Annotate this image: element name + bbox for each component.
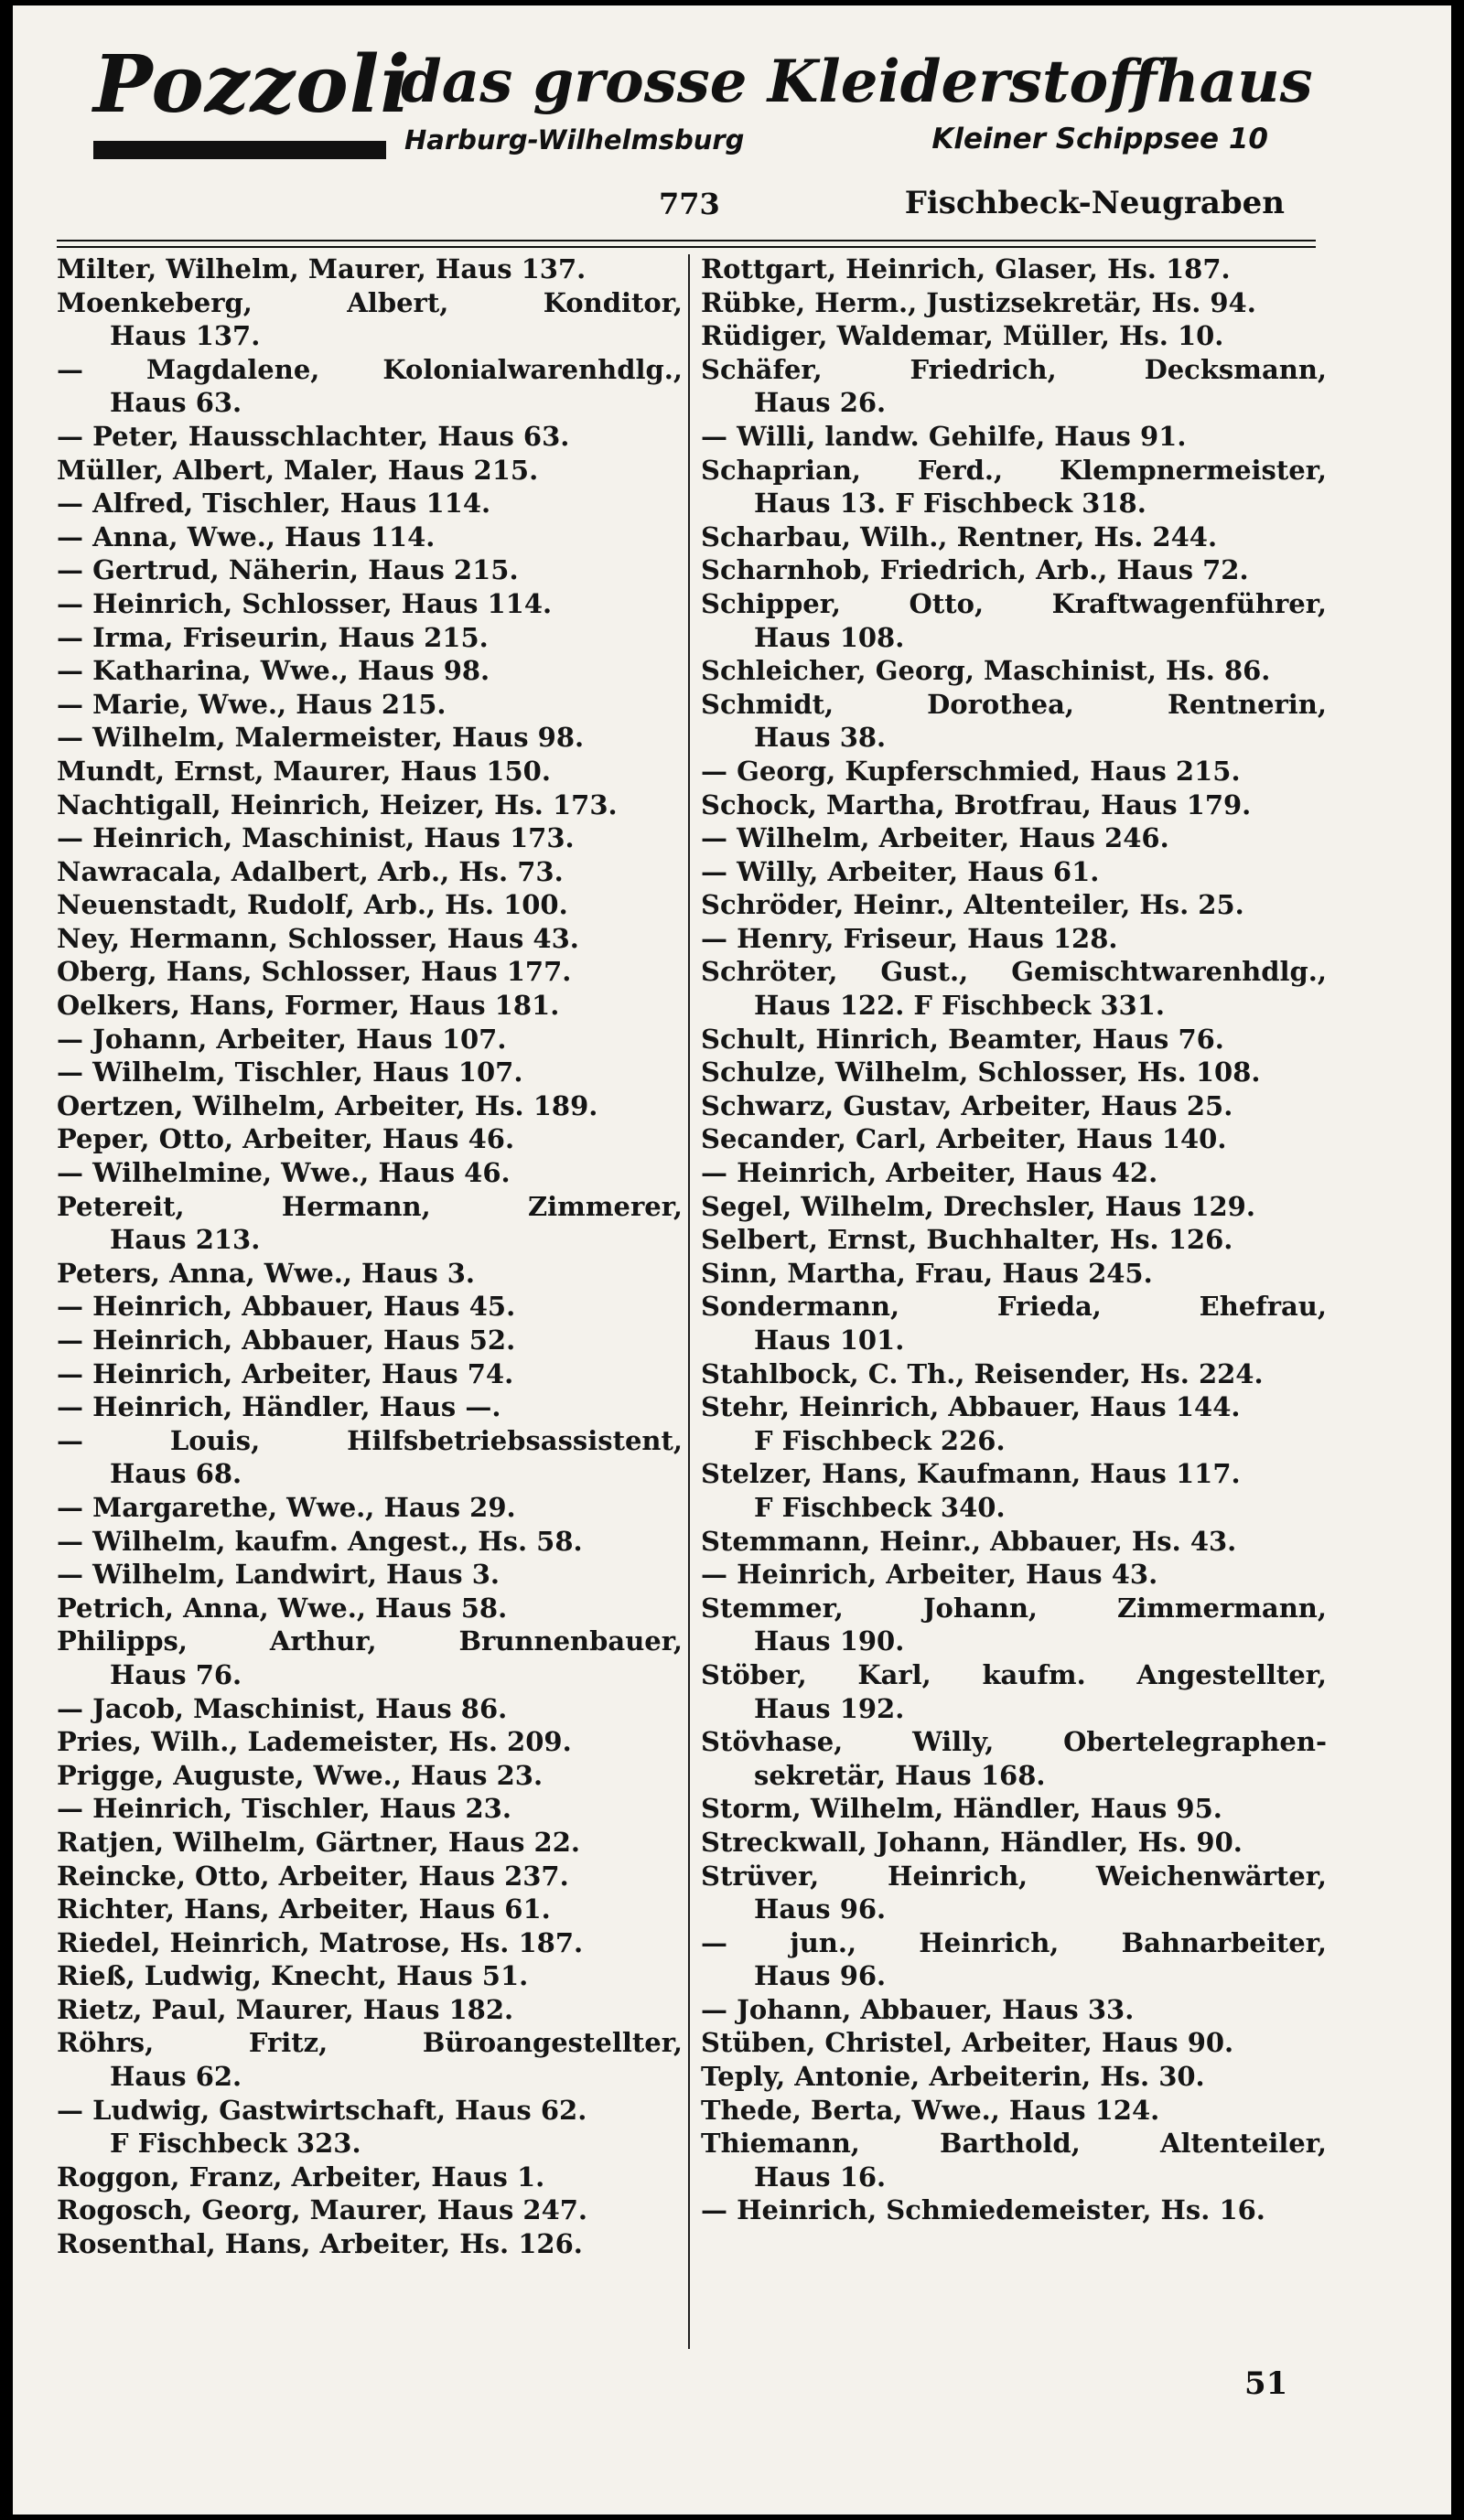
directory-entry: Thede, Berta, Wwe., Haus 124.: [701, 2094, 1160, 2126]
header-rule-bottom: [57, 246, 1316, 248]
directory-entry: Secander, Carl, Arbeiter, Haus 140.: [701, 1123, 1227, 1155]
directory-entry-continuation: Haus 13. F Fischbeck 318.: [754, 488, 1146, 520]
directory-entry: Stüben, Christel, Arbeiter, Haus 90.: [701, 2027, 1234, 2059]
directory-entry: — Magdalene, Kolonialwarenhdlg.,: [57, 353, 683, 385]
directory-entry-continuation: Haus 213.: [110, 1224, 261, 1256]
directory-entry: Schult, Hinrich, Beamter, Haus 76.: [701, 1023, 1224, 1055]
directory-entry-continuation: F Fischbeck 226.: [754, 1424, 1006, 1456]
directory-entry: — Heinrich, Händler, Haus —.: [57, 1391, 501, 1423]
directory-entry: — Willy, Arbeiter, Haus 61.: [701, 855, 1100, 887]
directory-entry: Rottgart, Heinrich, Glaser, Hs. 187.: [701, 253, 1231, 284]
directory-entry: Milter, Wilhelm, Maurer, Haus 137.: [57, 253, 587, 284]
directory-entry: — Marie, Wwe., Haus 215.: [57, 688, 447, 720]
directory-entry: Stelzer, Hans, Kaufmann, Haus 117.: [701, 1458, 1241, 1490]
directory-entry: Nawracala, Adalbert, Arb., Hs. 73.: [57, 855, 564, 887]
directory-entry: — Heinrich, Arbeiter, Haus 43.: [701, 1559, 1158, 1591]
directory-entry: Sinn, Martha, Frau, Haus 245.: [701, 1257, 1153, 1289]
directory-entry: — Wilhelm, Arbeiter, Haus 246.: [701, 822, 1169, 854]
directory-entry: Stehr, Heinrich, Abbauer, Haus 144.: [701, 1391, 1241, 1423]
directory-entry-continuation: Haus 38.: [754, 722, 887, 754]
directory-entry: — Irma, Friseurin, Haus 215.: [57, 621, 489, 653]
directory-entry: Röhrs, Fritz, Büroangestellter,: [57, 2027, 683, 2059]
directory-entry-continuation: Haus 62.: [110, 2061, 242, 2093]
directory-entry: Müller, Albert, Maler, Haus 215.: [57, 454, 539, 486]
directory-entry: — Heinrich, Arbeiter, Haus 42.: [701, 1157, 1158, 1189]
directory-entry: Rietz, Paul, Maurer, Haus 182.: [57, 1993, 514, 2025]
directory-entry: Reincke, Otto, Arbeiter, Haus 237.: [57, 1860, 569, 1892]
directory-entry: Petereit, Hermann, Zimmerer,: [57, 1190, 683, 1222]
directory-entry: Rogosch, Georg, Maurer, Haus 247.: [57, 2194, 588, 2226]
directory-entry: Ney, Hermann, Schlosser, Haus 43.: [57, 922, 579, 954]
directory-entry-continuation: Haus 63.: [110, 387, 242, 419]
directory-entry-continuation: sekretär, Haus 168.: [754, 1759, 1046, 1791]
directory-entry-continuation: F Fischbeck 340.: [754, 1491, 1006, 1523]
directory-entry: — Anna, Wwe., Haus 114.: [57, 520, 436, 552]
running-head: Fischbeck-Neugraben: [904, 185, 1285, 221]
directory-entry: Stahlbock, C. Th., Reisender, Hs. 224.: [701, 1357, 1264, 1389]
directory-entry: Stemmer, Johann, Zimmermann,: [701, 1592, 1327, 1624]
sheet-number: 51: [1244, 2365, 1288, 2402]
directory-entry: — Heinrich, Arbeiter, Haus 74.: [57, 1357, 514, 1389]
directory-entry: Scharnhob, Friedrich, Arb., Haus 72.: [701, 554, 1249, 586]
directory-entry-continuation: Haus 122. F Fischbeck 331.: [754, 990, 1165, 1022]
directory-entry: Strüver, Heinrich, Weichenwärter,: [701, 1860, 1327, 1892]
directory-entry-continuation: Haus 76.: [110, 1658, 242, 1690]
directory-entry: Mundt, Ernst, Maurer, Haus 150.: [57, 755, 551, 787]
directory-entry: Schmidt, Dorothea, Rentnerin,: [701, 688, 1327, 720]
directory-entry-continuation: Haus 192.: [754, 1692, 905, 1724]
directory-entry: Thiemann, Barthold, Altenteiler,: [701, 2128, 1327, 2160]
directory-entry: Oelkers, Hans, Former, Haus 181.: [57, 990, 560, 1022]
directory-entry: — Margarethe, Wwe., Haus 29.: [57, 1491, 516, 1523]
page-number: 773: [659, 187, 720, 221]
directory-entry: — Peter, Hausschlachter, Haus 63.: [57, 420, 570, 452]
directory-entry: Schleicher, Georg, Maschinist, Hs. 86.: [701, 655, 1271, 687]
directory-entry: — Jacob, Maschinist, Haus 86.: [57, 1692, 508, 1724]
header-rule-top: [57, 240, 1316, 241]
directory-entry: Schäfer, Friedrich, Decksmann,: [701, 353, 1327, 385]
directory-entry: Schröter, Gust., Gemischtwarenhdlg.,: [701, 956, 1327, 988]
directory-entry: — Heinrich, Tischler, Haus 23.: [57, 1793, 511, 1825]
directory-entry: — Heinrich, Schmiedemeister, Hs. 16.: [701, 2194, 1265, 2226]
directory-entry: — Johann, Abbauer, Haus 33.: [701, 1993, 1135, 2025]
directory-entry: Storm, Wilhelm, Händler, Haus 95.: [701, 1793, 1222, 1825]
directory-entry-continuation: Haus 26.: [754, 387, 887, 419]
directory-entry: — Wilhelm, Tischler, Haus 107.: [57, 1056, 523, 1088]
directory-entry: — jun., Heinrich, Bahnarbeiter,: [701, 1926, 1327, 1958]
directory-entry: Schipper, Otto, Kraftwagenführer,: [701, 587, 1327, 619]
directory-entry: Oberg, Hans, Schlosser, Haus 177.: [57, 956, 572, 988]
directory-entry: Sondermann, Frieda, Ehefrau,: [701, 1291, 1327, 1323]
ad-address: Kleiner Schippsee 10: [931, 123, 1268, 155]
directory-entry-continuation: Haus 16.: [754, 2161, 887, 2193]
ad-logo: Pozzoli: [93, 38, 412, 131]
directory-entry: — Katharina, Wwe., Haus 98.: [57, 655, 490, 687]
directory-entry: — Wilhelm, Landwirt, Haus 3.: [57, 1559, 500, 1591]
directory-entry-continuation: Haus 96.: [754, 1893, 887, 1925]
directory-entry: Peper, Otto, Arbeiter, Haus 46.: [57, 1123, 515, 1155]
directory-entry: — Heinrich, Maschinist, Haus 173.: [57, 822, 575, 854]
left-column: [57, 252, 683, 2261]
directory-entry: Rieß, Ludwig, Knecht, Haus 51.: [57, 1960, 529, 1992]
directory-entry-continuation: Haus 190.: [754, 1625, 905, 1657]
directory-entry: — Gertrud, Näherin, Haus 215.: [57, 554, 519, 586]
directory-entry: — Alfred, Tischler, Haus 114.: [57, 488, 491, 520]
directory-entry: Segel, Wilhelm, Drechsler, Haus 129.: [701, 1190, 1255, 1222]
directory-entry: Rüdiger, Waldemar, Müller, Hs. 10.: [701, 320, 1224, 352]
directory-entry: — Heinrich, Schlosser, Haus 114.: [57, 587, 553, 619]
directory-entry: Streckwall, Johann, Händler, Hs. 90.: [701, 1826, 1243, 1858]
column-divider: [688, 254, 690, 2349]
right-column: [701, 252, 1327, 2227]
directory-entry: Schaprian, Ferd., Klempnermeister,: [701, 454, 1327, 486]
directory-entry: Schock, Martha, Brotfrau, Haus 179.: [701, 788, 1252, 820]
directory-entry-continuation: Haus 137.: [110, 320, 261, 352]
directory-entry: — Louis, Hilfsbetriebsassistent,: [57, 1424, 683, 1456]
directory-entry: Selbert, Ernst, Buchhalter, Hs. 126.: [701, 1224, 1233, 1256]
directory-entry: — Heinrich, Abbauer, Haus 45.: [57, 1291, 516, 1323]
directory-entry: Oertzen, Wilhelm, Arbeiter, Hs. 189.: [57, 1089, 598, 1121]
directory-entry: Stöber, Karl, kaufm. Angestellter,: [701, 1658, 1327, 1690]
directory-entry: Teply, Antonie, Arbeiterin, Hs. 30.: [701, 2061, 1205, 2093]
directory-entry: — Johann, Arbeiter, Haus 107.: [57, 1023, 507, 1055]
directory-entry: Peters, Anna, Wwe., Haus 3.: [57, 1257, 476, 1289]
directory-entry-continuation: Haus 96.: [754, 1960, 887, 1992]
directory-entry: — Wilhelmine, Wwe., Haus 46.: [57, 1157, 511, 1189]
directory-entry: Roggon, Franz, Arbeiter, Haus 1.: [57, 2161, 545, 2193]
directory-entry: Prigge, Auguste, Wwe., Haus 23.: [57, 1759, 544, 1791]
directory-entry: Rübke, Herm., Justizsekretär, Hs. 94.: [701, 286, 1256, 318]
directory-entry: Scharbau, Wilh., Rentner, Hs. 244.: [701, 520, 1218, 552]
ad-location: Harburg-Wilhelmsburg: [404, 124, 745, 155]
directory-entry: Schulze, Wilhelm, Schlosser, Hs. 108.: [701, 1056, 1261, 1088]
directory-entry: Rosenthal, Hans, Arbeiter, Hs. 126.: [57, 2228, 583, 2260]
directory-entry: Pries, Wilh., Lademeister, Hs. 209.: [57, 1726, 572, 1758]
directory-page: [13, 5, 1451, 2515]
directory-entry-continuation: F Fischbeck 323.: [110, 2128, 361, 2160]
ad-tagline: das grosse Kleiderstoffhaus: [401, 48, 1313, 116]
directory-entry: — Wilhelm, Malermeister, Haus 98.: [57, 722, 585, 754]
directory-entry: Riedel, Heinrich, Matrose, Hs. 187.: [57, 1926, 584, 1958]
directory-entry: — Ludwig, Gastwirtschaft, Haus 62.: [57, 2094, 587, 2126]
directory-entry: Schwarz, Gustav, Arbeiter, Haus 25.: [701, 1089, 1233, 1121]
directory-entry: Stövhase, Willy, Obertelegraphen-: [701, 1726, 1327, 1758]
directory-entry: — Wilhelm, kaufm. Angest., Hs. 58.: [57, 1525, 583, 1557]
directory-entry: Nachtigall, Heinrich, Heizer, Hs. 173.: [57, 788, 618, 820]
directory-entry: — Henry, Friseur, Haus 128.: [701, 922, 1118, 954]
directory-entry: Philipps, Arthur, Brunnenbauer,: [57, 1625, 683, 1657]
directory-entry: — Heinrich, Abbauer, Haus 52.: [57, 1324, 516, 1356]
directory-entry: Neuenstadt, Rudolf, Arb., Hs. 100.: [57, 889, 568, 921]
directory-entry: — Georg, Kupferschmied, Haus 215.: [701, 755, 1241, 787]
directory-entry: Ratjen, Wilhelm, Gärtner, Haus 22.: [57, 1826, 580, 1858]
ad-underline-bar: [93, 141, 386, 159]
directory-entry-continuation: Haus 68.: [110, 1458, 242, 1490]
advertisement-banner: [13, 5, 1451, 179]
directory-entry: Moenkeberg, Albert, Konditor,: [57, 286, 683, 318]
directory-entry-continuation: Haus 101.: [754, 1324, 905, 1356]
directory-entry: Petrich, Anna, Wwe., Haus 58.: [57, 1592, 508, 1624]
directory-entry: — Willi, landw. Gehilfe, Haus 91.: [701, 420, 1187, 452]
directory-entry: Schröder, Heinr., Altenteiler, Hs. 25.: [701, 889, 1244, 921]
directory-entry: Stemmann, Heinr., Abbauer, Hs. 43.: [701, 1525, 1237, 1557]
directory-entry-continuation: Haus 108.: [754, 621, 905, 653]
directory-entry: Richter, Hans, Arbeiter, Haus 61.: [57, 1893, 551, 1925]
